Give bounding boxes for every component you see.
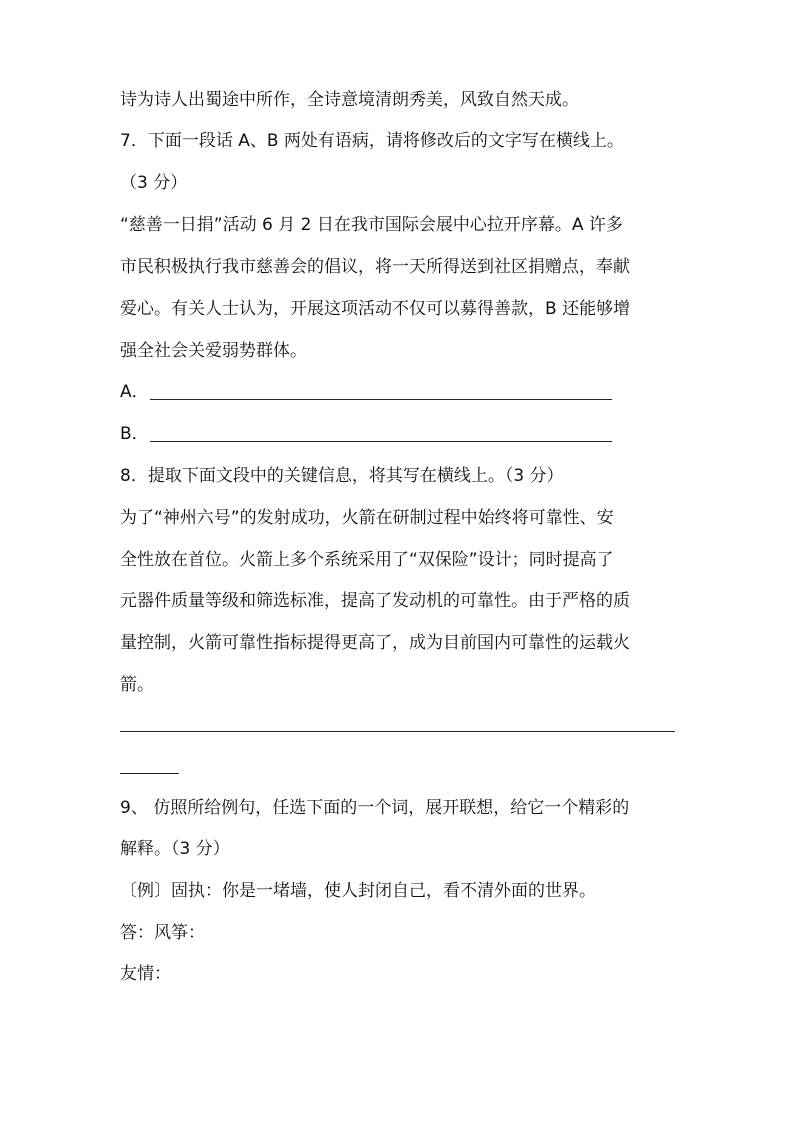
answer-label-a: A． xyxy=(120,382,149,402)
question-7-score: （3 分） xyxy=(120,173,188,193)
text-line-1: 诗为诗人出蜀途中所作，全诗意境清朗秀美，风致自然天成。 xyxy=(120,90,579,110)
q8-passage-line-4: 量控制，火箭可靠性指标提得更高了，成为目前国内可靠性的运载火 xyxy=(120,633,630,653)
answer-label-b: B． xyxy=(120,424,149,444)
answer-line-8-continued xyxy=(120,773,179,774)
answer-line-a xyxy=(150,399,612,400)
q7-passage-line-2: 市民积极执行我市慈善会的倡议，将一天所得送到社区捐赠点，奉献 xyxy=(120,257,630,277)
answer-line-b xyxy=(150,441,612,442)
question-8: 8．提取下面文段中的关键信息，将其写在横线上。（3 分） xyxy=(120,466,564,486)
q7-passage-line-1: “慈善一日捐”活动 6 月 2 日在我市国际会展中心拉开序幕。A 许多 xyxy=(120,215,623,235)
example-sentence: 〔例〕固执：你是一堵墙，使人封闭自己，看不清外面的世界。 xyxy=(120,881,596,901)
q8-passage-line-2: 全性放在首位。火箭上多个系统采用了“双保险”设计；同时提高了 xyxy=(120,550,614,570)
q8-passage-line-3: 元器件质量等级和筛选标准，提高了发动机的可靠性。由于严格的质 xyxy=(120,591,630,611)
answer-line-8 xyxy=(120,731,675,732)
question-9-continued: 解释。（3 分） xyxy=(120,839,230,859)
question-9: 9、 仿照所给例句，任选下面的一个词，展开联想，给它一个精彩的 xyxy=(120,798,630,818)
q8-passage-line-5: 箭。 xyxy=(120,675,154,695)
answer-friendship: 友情： xyxy=(120,964,171,984)
answer-kite: 答：风筝： xyxy=(120,923,205,943)
q7-passage-line-4: 强全社会关爱弱势群体。 xyxy=(120,341,307,361)
q8-passage-line-1: 为了“神州六号”的发射成功，火箭在研制过程中始终将可靠性、安 xyxy=(120,508,614,528)
q7-passage-line-3: 爱心。有关人士认为，开展这项活动不仅可以募得善款，B 还能够增 xyxy=(120,299,631,319)
question-7: 7．下面一段话 A、B 两处有语病，请将修改后的文字写在横线上。 xyxy=(120,131,624,151)
